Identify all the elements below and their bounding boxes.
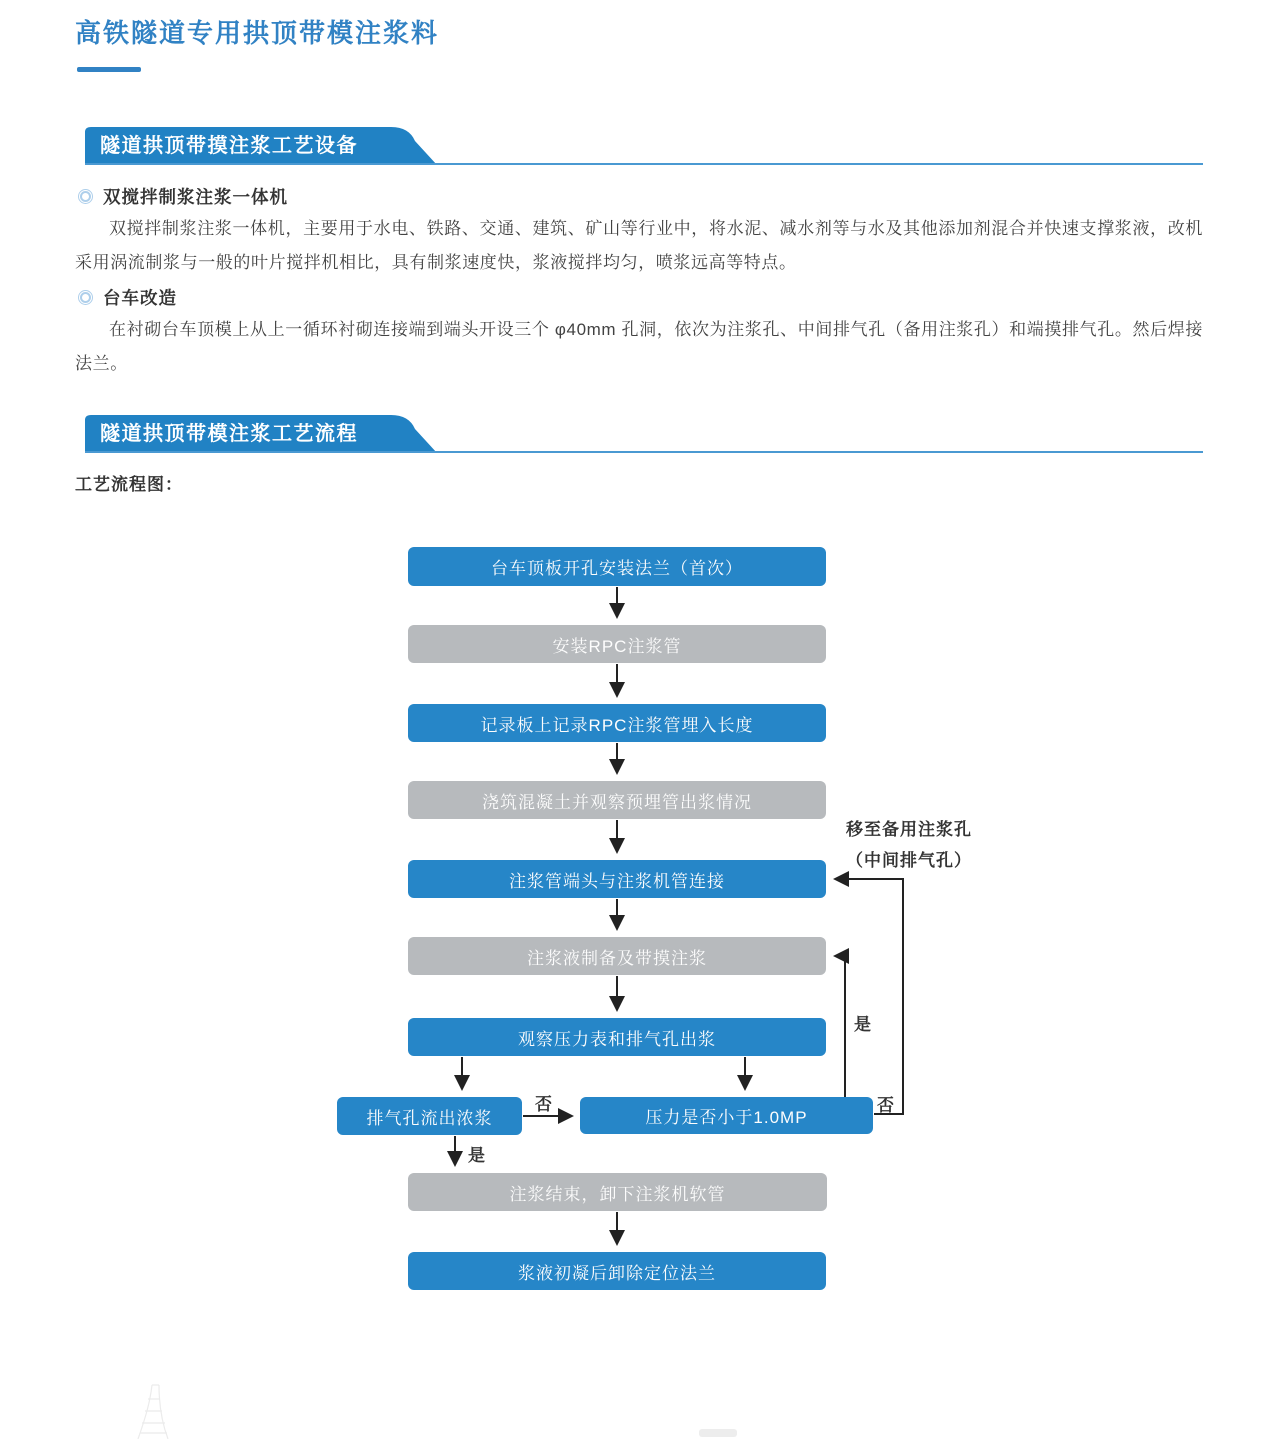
section-banner-equipment: [85, 127, 437, 165]
flow-node-install-rpc-pipe: 安装RPC注浆管: [408, 625, 826, 663]
equipment-item-2-body: 在衬砌台车顶模上从上一循环衬砌连接端到端头开设三个 φ40mm 孔洞，依次为注浆孔、中间排气孔（备用注浆孔）和端摸排气孔。然后焊接法兰。: [75, 320, 1203, 373]
diagram-label: 工艺流程图：: [75, 475, 183, 494]
loopback-annotation: [828, 814, 990, 876]
equipment-item-2-heading: 台车改造: [103, 288, 177, 308]
branch-label-pressure-no: 否: [877, 1096, 894, 1115]
page-title: 高铁隧道专用拱顶带模注浆料: [75, 18, 440, 48]
flow-node-pressure-below-1mp: 压力是否小于1.0MP: [580, 1097, 873, 1134]
flow-node-pour-concrete-observe: 浇筑混凝土并观察预埋管出浆情况: [408, 781, 826, 819]
loopback-annotation-line1: 移至备用注浆孔: [846, 820, 972, 839]
section-banner-equipment-label: 隧道拱顶带摸注浆工艺设备: [100, 135, 358, 157]
flow-node-observe-pressure-vent: 观察压力表和排气孔出浆: [408, 1018, 826, 1056]
flow-node-vent-thick-grout: 排气孔流出浓浆: [337, 1097, 522, 1135]
flow-node-open-hole-install-flange: 台车顶板开孔安装法兰（首次）: [408, 547, 826, 586]
flow-node-grouting-finished: 注浆结束，卸下注浆机软管: [408, 1173, 827, 1211]
equipment-item-2: [78, 285, 177, 310]
page-bottom-smudge: [699, 1429, 737, 1437]
branch-label-vent-no: 否: [535, 1095, 552, 1114]
flow-node-connect-grouting-machine: 注浆管端头与注浆机管连接: [408, 860, 826, 898]
tower-watermark-icon: [126, 1383, 190, 1439]
ring-bullet-icon: [78, 290, 93, 305]
ring-bullet-icon: [78, 189, 93, 204]
flow-node-prepare-grout: 注浆液制备及带摸注浆: [408, 937, 826, 975]
equipment-item-1-body: 双搅拌制浆注浆一体机，主要用于水电、铁路、交通、建筑、矿山等行业中，将水泥、减水剂等与水及其他添加剂混合并快速支撑浆液，改机采用涡流制浆与一般的叶片搅拌机相比，具有制浆速度快，浆液搅拌均匀，喷浆远高等特点。: [75, 219, 1203, 272]
equipment-item-1: [78, 184, 288, 209]
loopback-annotation-line2: （中间排气孔）: [846, 851, 972, 870]
branch-label-vent-yes: 是: [468, 1146, 485, 1165]
branch-label-pressure-yes: 是: [854, 1015, 871, 1034]
flow-node-record-embed-length: 记录板上记录RPC注浆管埋入长度: [408, 704, 826, 742]
flow-node-remove-flange: 浆液初凝后卸除定位法兰: [408, 1252, 826, 1290]
section-banner-process-label: 隧道拱顶带模注浆工艺流程: [100, 423, 358, 445]
section-banner-process: [85, 415, 437, 453]
equipment-item-1-heading: 双搅拌制浆注浆一体机: [103, 187, 288, 207]
title-underline: [77, 67, 141, 72]
